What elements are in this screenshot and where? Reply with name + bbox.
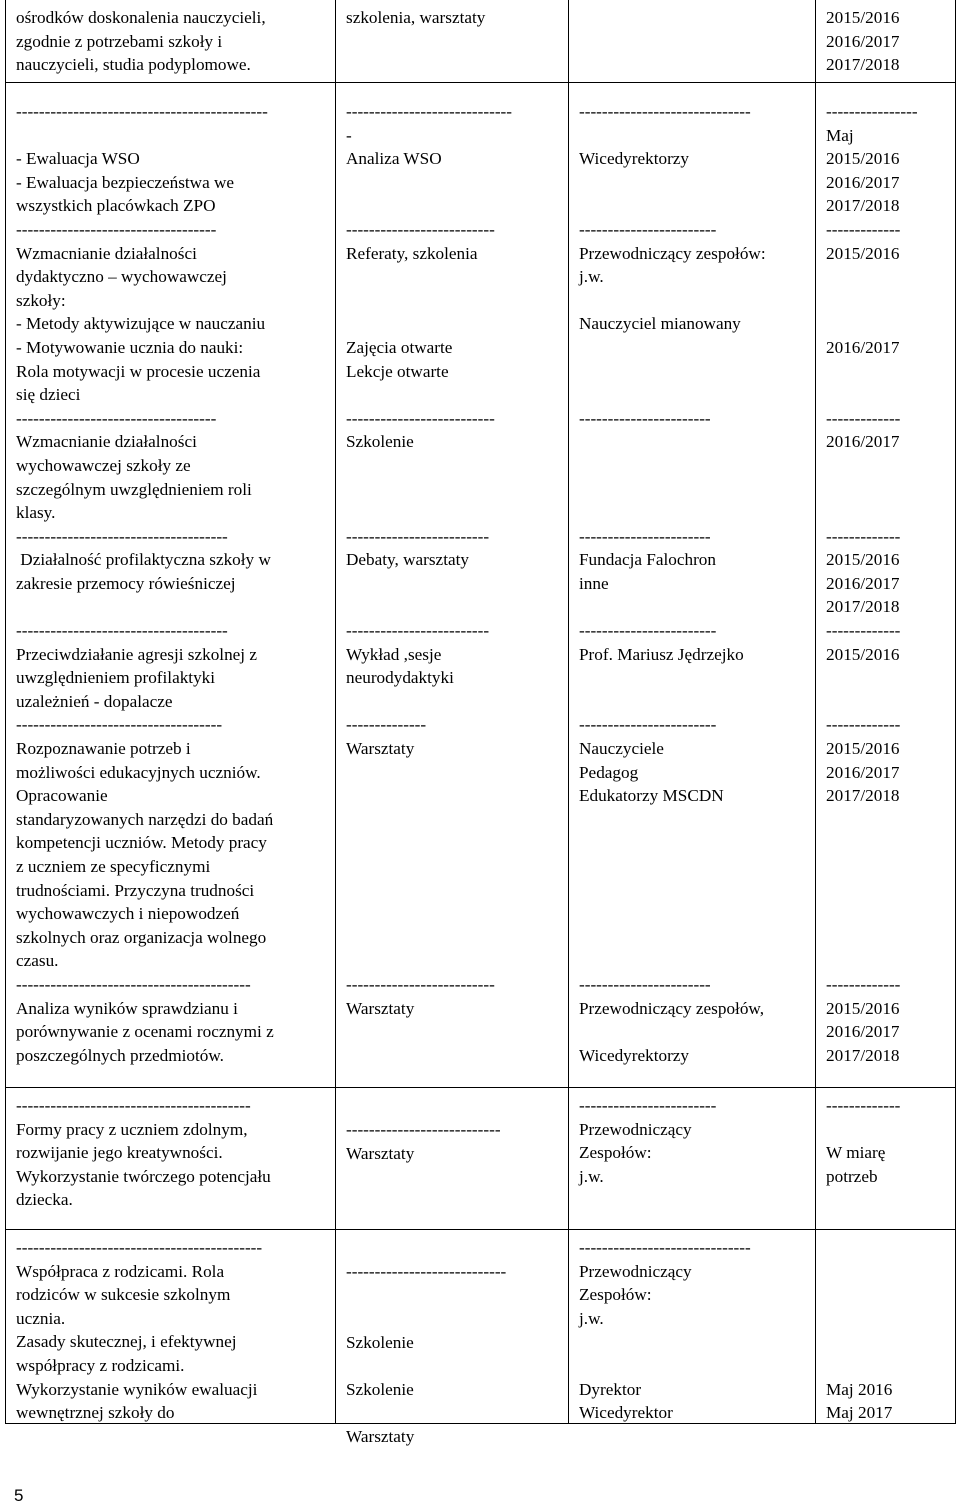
row2-form: ----------------------------- - Analiza WSO -------------------------- Referaty, szkolenia Zajęcia otwarte Lekcje otwarte -------------------------- Szkolenie ------------------------- Debaty, warsztaty ------------------------- Wykład ,sesje neurodydaktyki -------------- Warsztaty -------------------------- Warsztaty — [346, 102, 512, 1018]
row3-form: --------------------------- Warsztaty — [346, 1120, 501, 1163]
row1-form: szkolenia, warsztaty — [346, 8, 486, 27]
row-divider-3 — [5, 1229, 956, 1230]
column-divider-1 — [335, 0, 336, 1424]
row3-term: ------------- W miarę potrzeb — [826, 1096, 901, 1186]
row1-term: 2015/2016 2016/2017 2017/2018 — [826, 8, 900, 75]
row3-topic: ----------------------------------------- Formy pracy z uczniem zdolnym, rozwijanie jego kreatywności. Wykorzystanie twórczego potencjału dziecka. — [16, 1096, 271, 1210]
row2-responsible: ------------------------------ Wicedyrektorzy ------------------------ Przewodniczący zespołów: j.w. Nauczyciel mianowany ----------------------- ----------------------- Fundacja Falochron inne ------------------------ Prof. Mariusz Jędrzejko ------------------------ Nauczyciele Pedagog Edukatorzy MSCDN ----------------------- Przewodniczący zespołów, Wicedyrektorzy — [579, 102, 766, 1065]
row-divider-1 — [5, 82, 956, 83]
row2-term: ---------------- Maj 2015/2016 2016/2017 2017/2018 ------------- 2015/2016 2016/2017 ------------- 2016/2017 ------------- 2015/2016 2016/2017 2017/2018 ------------- 2015/2016 ------------- 2015/2016 2016/2017 2017/2018 ------------- 2015/2016 2016/2017 2017/2018 — [826, 102, 918, 1065]
row4-topic: ------------------------------------------- Współpraca z rodzicami. Rola rodziców w sukcesie szkolnym ucznia. Zasady skutecznej, i efektywnej współpracy z rodzicami. Wykorzystanie wyników ewaluacji wewnętrznej szkoły do — [16, 1238, 263, 1423]
column-divider-3 — [815, 0, 816, 1424]
row4-responsible: ------------------------------ Przewodniczący Zespołów: j.w. Dyrektor Wicedyrektor — [579, 1238, 751, 1423]
column-divider-2 — [568, 0, 569, 1424]
row2-topic: -------------------------------------------- - Ewaluacja WSO - Ewaluacja bezpieczeństwa we wszystkich placówkach ZPO ----------------------------------- Wzmacnianie działalności dydaktyczno – wychowawczej szkoły: - Metody aktywizujące w nauczaniu - Motywowanie ucznia do nauki: Rola motywacji w procesie uczenia się dzieci ----------------------------------- Wzmacnianie działalności wychowawczej szkoły ze szczególnym uwzględnieniem roli klasy. ------------------------------------- Działalność profilaktyczna szkoły w zakresie przemocy rówieśniczej ------------------------------------- Przeciwdziałanie agresji szkolnej z uwzględnieniem profilaktyki uzależnień - dopalacze ------------------------------------ Rozpoznawanie potrzeb i możliwości edukacyjnych uczniów. Opracowanie standaryzowanych narzędzi do badań kompetencji uczniów. Metody pracy z uczniem ze specyficznymi trudnościami. Przyczyna trudności wychowawczych i niepowodzeń szkolnych oraz organizacja wolnego czasu. ----------------------------------------- Analiza wyników sprawdzianu i porównywanie z ocenami rocznymi z poszczególnych przedmiotów. — [16, 102, 274, 1065]
row4-form: ---------------------------- Szkolenie Szkolenie Warsztaty — [346, 1262, 507, 1447]
page-number: 5 — [14, 1486, 24, 1505]
row3-responsible: ------------------------ Przewodniczący Zespołów: j.w. — [579, 1096, 717, 1186]
row4-term: Maj 2016 Maj 2017 — [826, 1379, 893, 1423]
row1-topic: ośrodków doskonalenia nauczycieli, zgodnie z potrzebami szkoły i nauczycieli, studia podyplomowe. — [16, 8, 266, 75]
row-divider-2 — [5, 1087, 956, 1088]
